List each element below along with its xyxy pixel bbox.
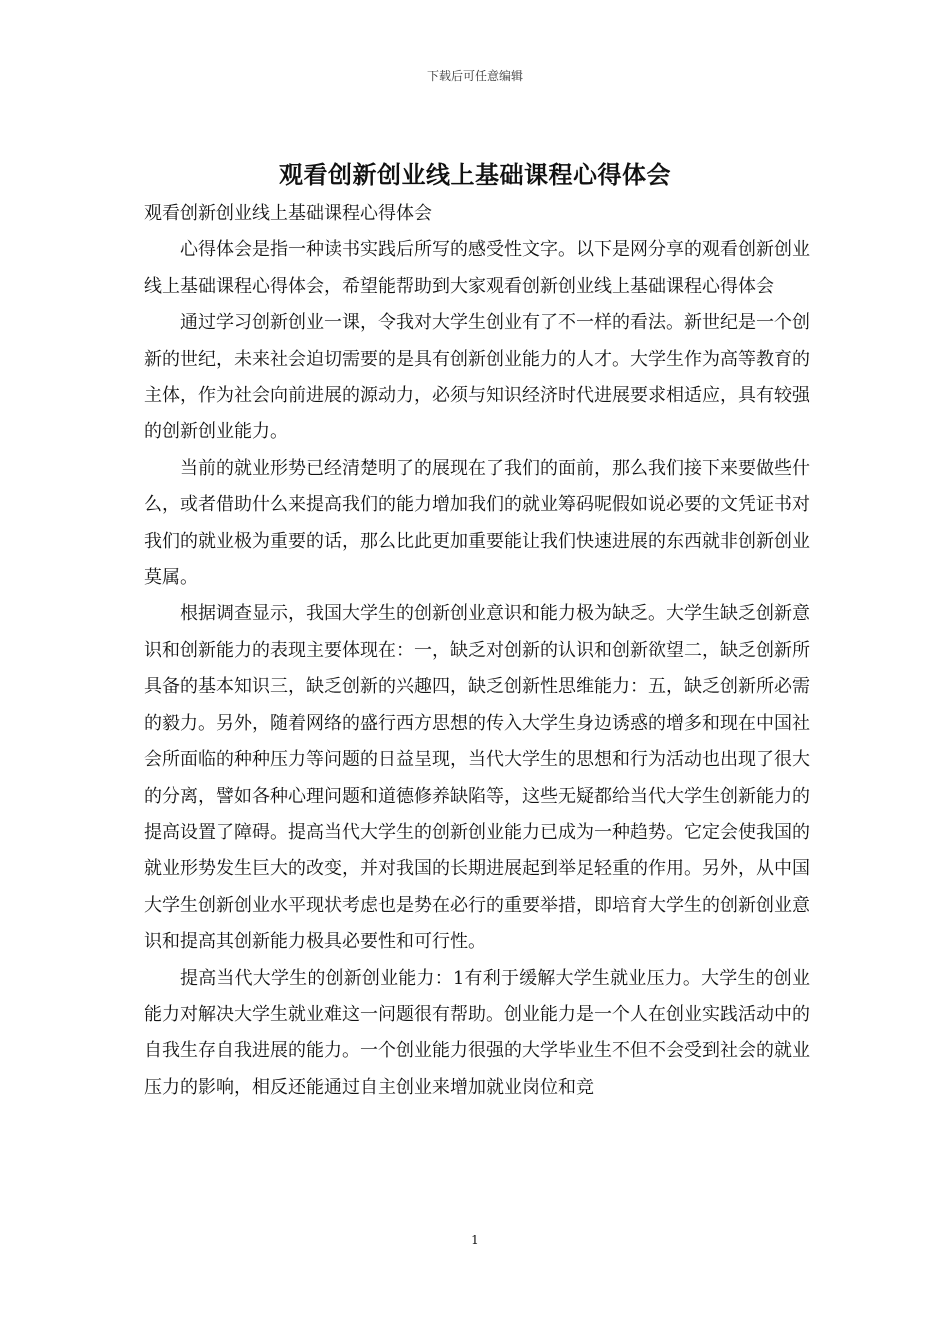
document-title: 观看创新创业线上基础课程心得体会 [279,160,671,189]
paragraph-survey-findings: 根据调查显示，我国大学生的创新创业意识和能力极为缺乏。大学生缺乏创新意识和创新能力的表现主要体现在：一，缺乏对创新的认识和创新欲望二，缺乏创新所具备的基本知识三，缺乏创新的兴趣四，缺乏创新性思维能力：五，缺乏创新所必需的毅力。另外，随着网络的盛行西方思想的传入大学生身边诱惑的增多和现在中国社会所面临的种种压力等问题的日益呈现，当代大学生的思想和行为活动也出现了很大的分离，譬如各种心理问题和道德修养缺陷等，这些无疑都给当代大学生创新能力的提高设置了障碍。提高当代大学生的创新创业能力已成为一种趋势。它定会使我国的就业形势发生巨大的改变，并对我国的长期进展起到举足轻重的作用。另外，从中国大学生创新创业水平现状考虑也是势在必行的重要举措，即培育大学生的创新创业意识和提高其创新能力极具必要性和可行性。 [144,603,810,953]
paragraph-intro: 心得体会是指一种读书实践后所写的感受性文字。以下是网分享的观看创新创业线上基础课程心得体会，希望能帮助到大家观看创新创业线上基础课程心得体会 [144,239,810,297]
page-header: 下载后可任意编辑 [426,69,523,83]
paragraph-improving-ability: 提高当代大学生的创新创业能力：1有利于缓解大学生就业压力。大学生的创业能力对解决大学生就业难这一问题很有帮助。创业能力是一个人在创业实践活动中的自我生存自我进展的能力。一个创业能力很强的大学毕业生不但不会受到社会的就业压力的影响，相反还能通过自主创业来增加就业岗位和竞 [144,967,810,1098]
page-number: 1 [471,1233,479,1247]
document-subtitle: 观看创新创业线上基础课程心得体会 [144,203,432,224]
paragraph-course-reflection: 通过学习创新创业一课，令我对大学生创业有了不一样的看法。新世纪是一个创新的世纪，未来社会迫切需要的是具有创新创业能力的人才。大学生作为高等教育的主体，作为社会向前进展的源动力，必须与知识经济时代进展要求相适应，具有较强的创新创业能力。 [144,312,810,443]
document-body [144,196,810,1106]
paragraph-employment-situation: 当前的就业形势已经清楚明了的展现在了我们的面前，那么我们接下来要做些什么，或者借助什么来提高我们的能力增加我们的就业筹码呢假如说必要的文凭证书对我们的就业极为重要的话，那么比此更加重要能让我们快速进展的东西就非创新创业莫属。 [144,457,810,589]
